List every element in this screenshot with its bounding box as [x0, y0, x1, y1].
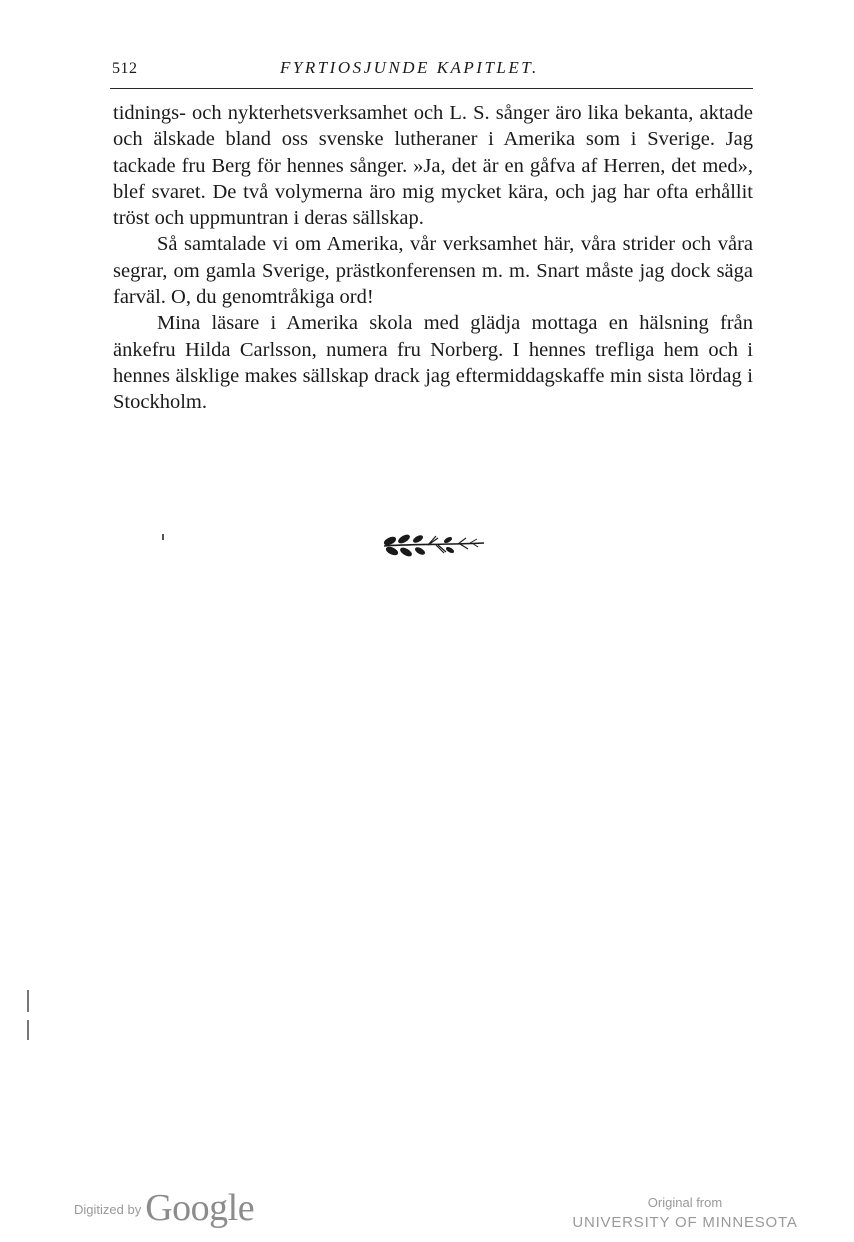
digitized-by-google [74, 1186, 254, 1236]
paragraph-1: tidnings- och nykterhetsverksamhet och L. S. sånger äro lika bekanta, aktade och älskade bland oss svenske lutheraner i Amerika som i Sverige. Jag tackade fru Berg för hennes sånger. »Ja, det är en gåfva af Herren, det med», blef svaret. De två volymerna äro mig mycket kära, och jag har ofta erhållit tröst och uppmuntran i deras sällskap. [113, 102, 753, 230]
running-head [112, 58, 752, 88]
page-number: 512 [112, 60, 138, 77]
original-source [560, 1194, 810, 1234]
leaf-sprig-ornament-icon [378, 530, 488, 560]
header-rule [110, 88, 753, 89]
paragraph-3: Mina läsare i Amerika skola med glädja mottaga en hälsning från änkefru Hilda Carlsson, numera fru Norberg. I hennes trefliga hem och i hennes älsklige makes sällskap drack jag eftermiddagskaffe min sista lördag i Stockholm. [113, 312, 753, 414]
institution-name: UNIVERSITY OF MINNESOTA [572, 1214, 798, 1231]
scan-speck [27, 990, 29, 1012]
scan-speck [162, 534, 164, 540]
paragraph-2: Så samtalade vi om Amerika, vår verksamhet här, våra strider och våra segrar, om gamla Sverige, prästkonferensen m. m. Snart måste jag dock säga farväl. O, du genomtråkiga ord! [113, 233, 753, 309]
scan-speck [27, 1020, 29, 1040]
original-from-label: Original from [647, 1195, 723, 1210]
google-logo: Google [145, 1187, 255, 1229]
digitized-by-label: Digitized by [74, 1202, 142, 1217]
body-text [113, 100, 753, 416]
chapter-title: FYRTIOSJUNDE KAPITLET. [280, 58, 539, 77]
